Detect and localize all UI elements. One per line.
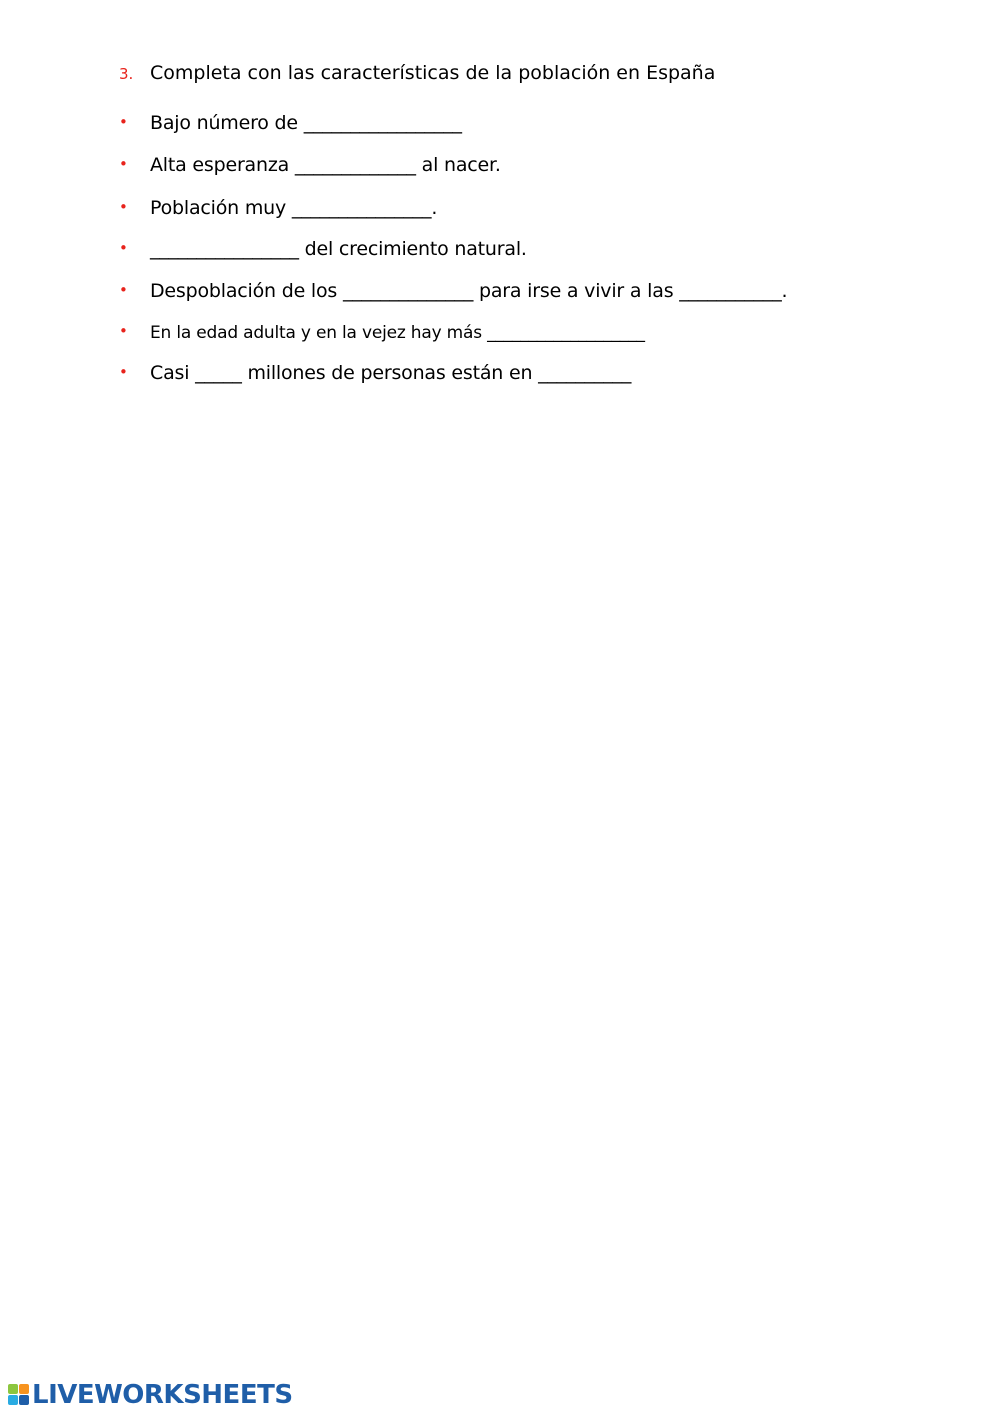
list-item-text: Bajo número de _________________ [150,112,462,134]
list-item [119,197,437,219]
list-item-text: ________________ del crecimiento natural. [150,238,527,260]
list-item [119,362,631,384]
logo-mark-icon [8,1384,30,1406]
list-item-text: En la edad adulta y en la vejez hay más ___________________ [150,323,645,343]
list-item-text: Despoblación de los ______________ para irse a vivir a las ___________. [150,280,788,302]
bullet-icon: • [119,239,128,257]
list-item-text: Casi _____ millones de personas están en __________ [150,362,632,384]
bullet-icon: • [119,113,128,131]
exercise-title: Completa con las características de la población en España [150,62,716,84]
list-item [119,322,645,343]
exercise-number: 3. [119,65,134,83]
liveworksheets-logo [8,1380,293,1410]
list-item [119,154,501,176]
bullet-icon: • [119,322,128,340]
bullet-icon: • [119,155,128,173]
list-item-text: Alta esperanza _____________ al nacer. [150,154,501,176]
bullet-icon: • [119,281,128,299]
bullet-icon: • [119,198,128,216]
list-item [119,112,462,134]
list-item [119,238,527,260]
exercise-heading [119,62,715,84]
list-item [119,280,787,302]
logo-text: LIVEWORKSHEETS [32,1380,293,1410]
bullet-icon: • [119,363,128,381]
list-item-text: Población muy _______________. [150,197,438,219]
